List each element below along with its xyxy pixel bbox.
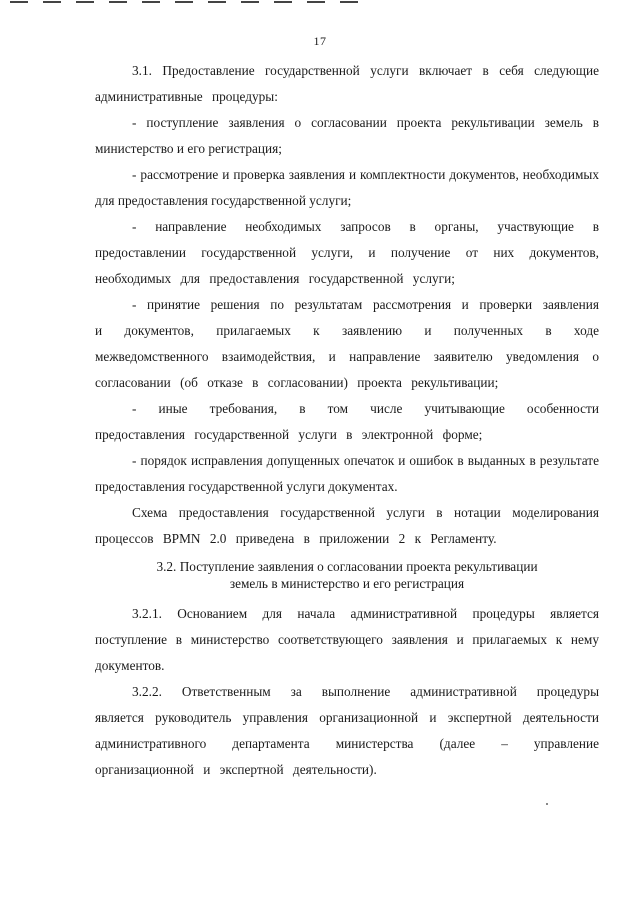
section-3-1-intro: 3.1. Предоставление государственной услуги включает в себя следующие административные процедуры: <box>95 63 599 104</box>
list-item: - принятие решения по результатам рассмотрения и проверки заявления и документов, прилагаемых к заявлению и полученных в ходе межведомственного взаимодействия, и направление заявителю уведомления о согласовании (об отказе в согласовании) проекта рекультивации; <box>95 297 599 390</box>
scan-artifact <box>546 803 548 805</box>
paragraph-3-2-1: 3.2.1. Основанием для начала административной процедуры является поступление в министерство соответствующего заявления и прилагаемых к нему документов. <box>95 606 599 673</box>
list-item: - направление необходимых запросов в органы, участвующие в предоставлении государственной услуги, и получение от них документов, необходимых для предоставления государственной услуги; <box>95 219 599 286</box>
list-item: - поступление заявления о согласовании проекта рекультивации земель в министерство и его регистрация; <box>95 115 599 156</box>
heading-line-2: земель в министерство и его регистрация <box>229 576 465 591</box>
list-item: - иные требования, в том числе учитывающие особенности предоставления государственной услуги в электронной форме; <box>95 401 599 442</box>
top-dash-border <box>0 0 640 4</box>
document-body <box>95 58 599 783</box>
list-item: - рассмотрение и проверка заявления и комплектности документов, необходимых для предоставления государственной услуги; <box>95 167 599 208</box>
page-number: 17 <box>313 34 327 48</box>
list-item: - порядок исправления допущенных опечаток и ошибок в выданных в результате предоставления государственной услуги документах. <box>95 453 599 494</box>
section-3-2-heading <box>95 558 599 592</box>
paragraph-3-2-2: 3.2.2. Ответственным за выполнение административной процедуры является руководитель управления организационной и экспертной деятельности административного департамента министерства (далее – управление организационной и экспертной деятельности). <box>95 684 599 777</box>
heading-line-1: 3.2. Поступление заявления о согласовании проекта рекультивации <box>156 559 538 574</box>
scheme-paragraph: Схема предоставления государственной услуги в нотации моделирования процессов BPMN 2.0 приведена в приложении 2 к Регламенту. <box>95 505 599 546</box>
